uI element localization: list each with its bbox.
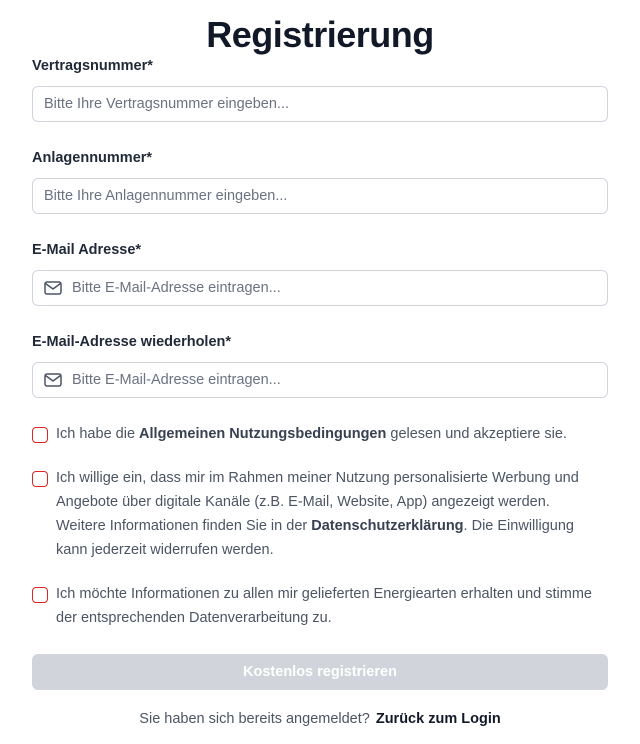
plant-number-input[interactable] xyxy=(32,178,608,214)
terms-consent-text: Ich habe die Allgemeinen Nutzungsbedingungen gelesen und akzeptiere sie. xyxy=(56,426,567,442)
plant-number-label: Anlagennummer* xyxy=(32,150,153,166)
contract-number-input[interactable] xyxy=(32,86,608,122)
marketing-consent-text: Ich willige ein, dass mir im Rahmen meiner Nutzung personalisierte Werbung und Angebote über digitale Kanäle (z.B. E-Mail, Website, App) angezeigt werden. Weitere Informationen finden Sie in der Datenschutzerklärung. Die Einwilligung kann jederzeit widerrufen werden. xyxy=(56,470,579,558)
energy-info-consent-text: Ich möchte Informationen zu allen mir gelieferten Energiearten erhalten und stimme der entsprechenden Datenverarbeitung zu. xyxy=(56,586,592,626)
terms-link[interactable]: Allgemeinen Nutzungsbedingungen xyxy=(139,426,387,442)
energy-info-checkbox[interactable] xyxy=(32,587,48,603)
email-label: E-Mail Adresse* xyxy=(32,242,142,258)
contract-number-label: Vertragsnummer* xyxy=(32,58,153,74)
marketing-checkbox[interactable] xyxy=(32,471,48,487)
page-title: Registrierung xyxy=(206,14,434,55)
back-to-login-link[interactable]: Zurück zum Login xyxy=(375,711,501,727)
email-repeat-label: E-Mail-Adresse wiederholen* xyxy=(32,334,232,350)
email-input[interactable] xyxy=(32,270,608,306)
email-repeat-input[interactable] xyxy=(32,362,608,398)
terms-checkbox[interactable] xyxy=(32,427,48,443)
mail-icon xyxy=(44,281,62,295)
mail-icon xyxy=(44,373,62,387)
privacy-policy-link[interactable]: Datenschutzerklärung xyxy=(311,518,464,534)
register-button[interactable]: Kostenlos registrieren xyxy=(32,654,608,690)
login-question: Sie haben sich bereits angemeldet? xyxy=(139,711,370,727)
login-prompt xyxy=(0,711,640,727)
